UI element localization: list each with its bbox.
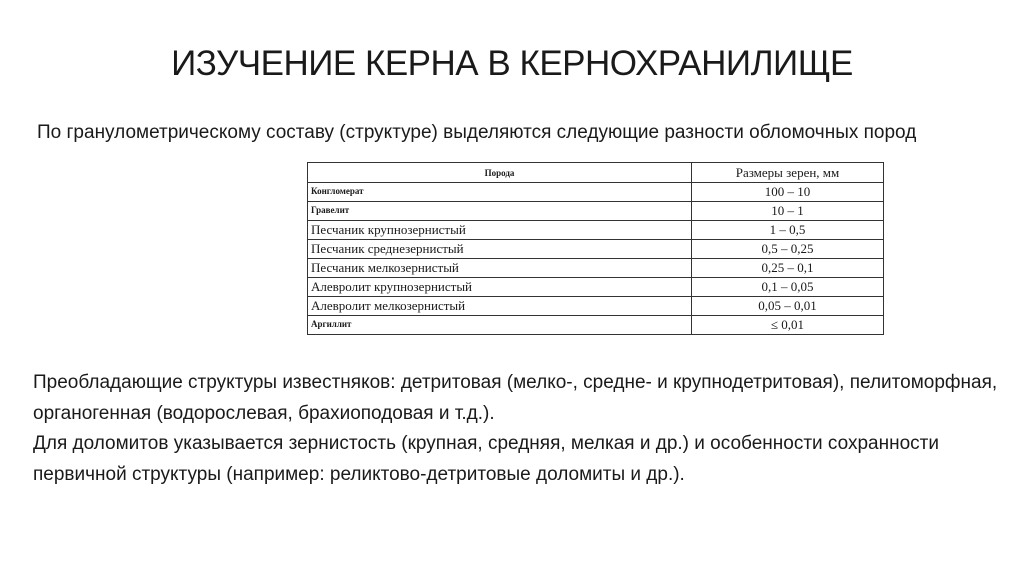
rock-name: Алевролит крупнозернистый <box>308 278 692 297</box>
rock-name: Песчаник среднезернистый <box>308 240 692 259</box>
grain-size: 0,25 – 0,1 <box>692 259 884 278</box>
table-row <box>308 183 884 202</box>
body-text <box>33 368 1003 490</box>
table-row <box>308 278 884 297</box>
paragraph-limestone: Преобладающие структуры известняков: детритовая (мелко-, средне- и крупнодетритовая), пелитоморфная, органогенная (водорослевая, брахиоподовая и т.д.). <box>33 372 998 424</box>
table-row <box>308 202 884 221</box>
table-header-row <box>308 163 884 183</box>
intro-text: По гранулометрическому составу (структуре) выделяются следующие разности обломочных пород <box>37 122 917 143</box>
header-grain-size: Размеры зерен, мм <box>692 163 884 183</box>
rock-name: Гравелит <box>308 202 692 221</box>
grain-size: 1 – 0,5 <box>692 221 884 240</box>
table-row <box>308 297 884 316</box>
rock-name: Аргиллит <box>308 316 692 335</box>
paragraph-dolomite: Для доломитов указывается зернистость (крупная, средняя, мелкая и др.) и особенности сохранности первичной структуры (например: реликтово-детритовые доломиты и др.). <box>33 433 939 485</box>
rock-name: Песчаник мелкозернистый <box>308 259 692 278</box>
table-row <box>308 259 884 278</box>
rock-name: Алевролит мелкозернистый <box>308 297 692 316</box>
table-row <box>308 316 884 335</box>
table-row <box>308 221 884 240</box>
grain-size-table <box>307 162 884 335</box>
grain-size: ≤ 0,01 <box>692 316 884 335</box>
header-rock: Порода <box>308 163 692 183</box>
table-row <box>308 240 884 259</box>
grain-size: 0,5 – 0,25 <box>692 240 884 259</box>
grain-size: 0,1 – 0,05 <box>692 278 884 297</box>
slide-title: ИЗУЧЕНИЕ КЕРНА В КЕРНОХРАНИЛИЩЕ <box>171 44 853 83</box>
rock-name: Конгломерат <box>308 183 692 202</box>
grain-size: 10 – 1 <box>692 202 884 221</box>
grain-size: 0,05 – 0,01 <box>692 297 884 316</box>
grain-size: 100 – 10 <box>692 183 884 202</box>
rock-name: Песчаник крупнозернистый <box>308 221 692 240</box>
